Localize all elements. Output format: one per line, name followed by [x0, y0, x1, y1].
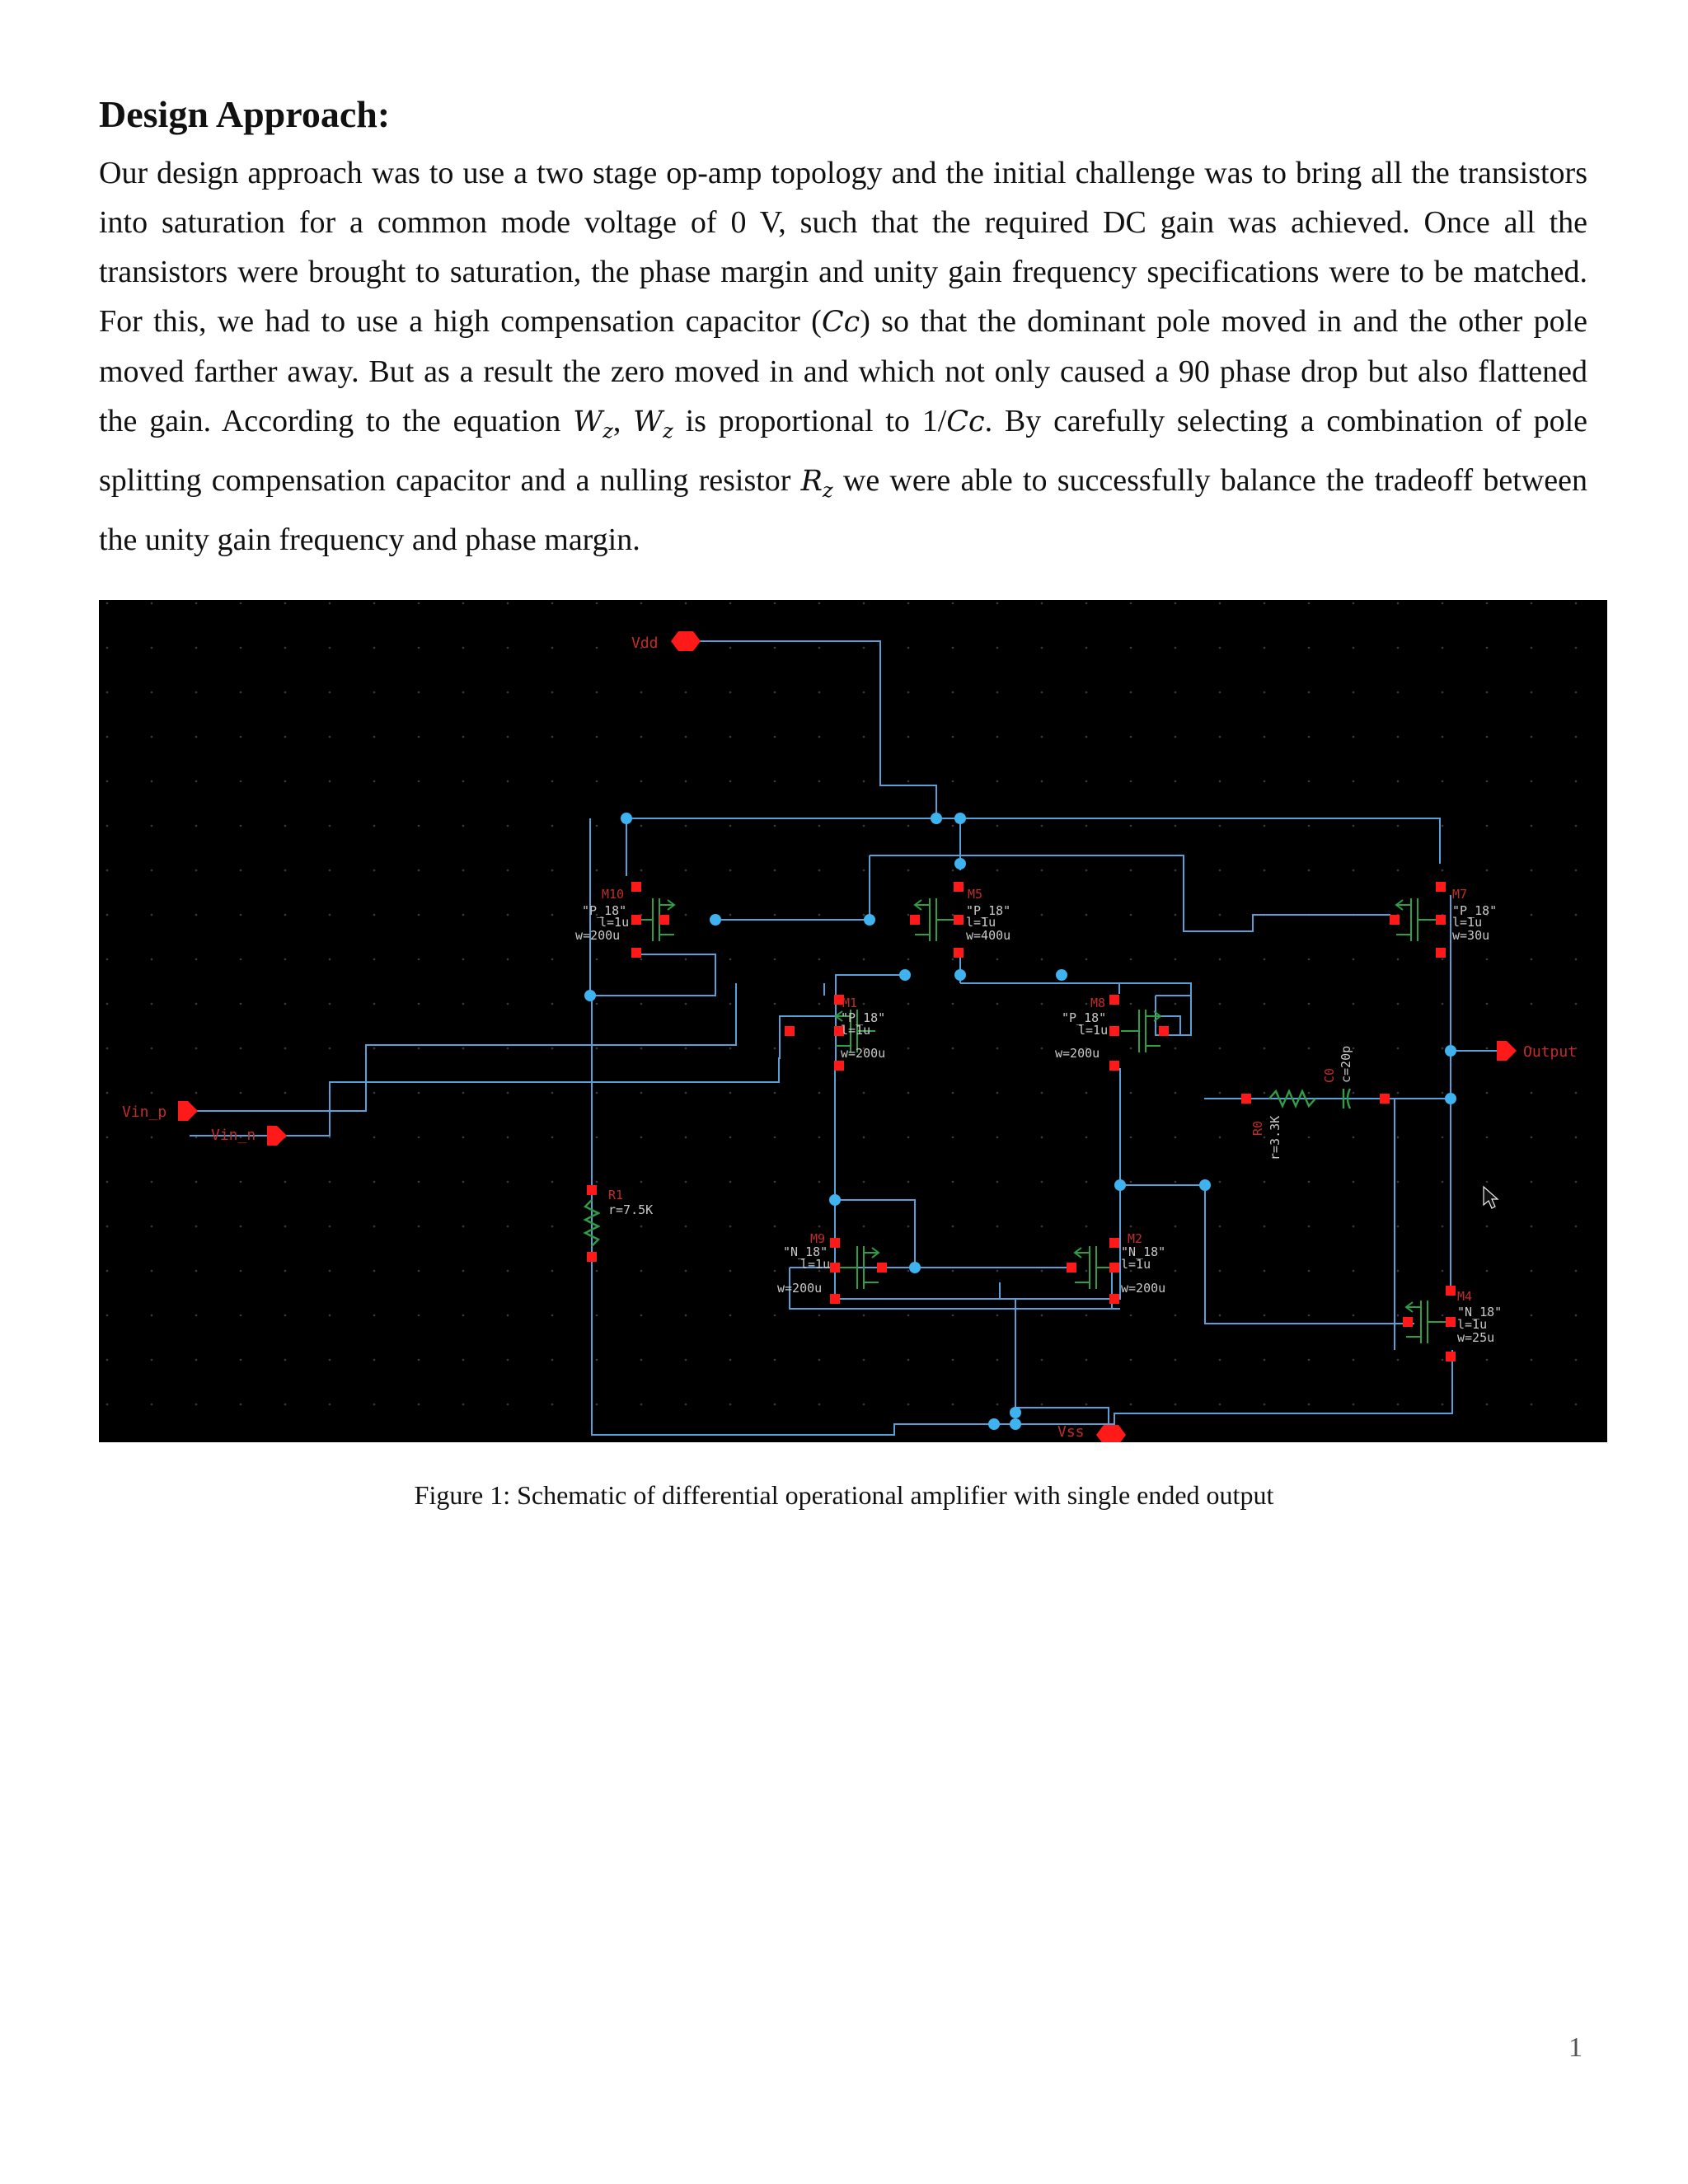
- vin-n-label: Vin_n: [211, 1127, 256, 1144]
- wire-junction: [1010, 1418, 1021, 1430]
- r1-name: R1: [608, 1188, 624, 1202]
- wire-junction: [829, 1194, 841, 1206]
- device-terminal: [1109, 995, 1119, 1005]
- device-terminal: [1436, 882, 1446, 892]
- device-terminal: [631, 948, 641, 958]
- wire-junction: [1114, 1179, 1126, 1191]
- wire-junction: [954, 858, 966, 869]
- device-terminal: [1380, 1094, 1390, 1104]
- vdd-label: Vdd: [631, 635, 659, 652]
- m7-w: w=30u: [1452, 928, 1490, 943]
- m1-w: w=200u: [841, 1046, 886, 1061]
- device-terminal: [834, 1061, 844, 1071]
- c0-name: C0: [1322, 1067, 1337, 1083]
- device-terminal: [631, 915, 641, 925]
- m9-l: l=1u: [800, 1257, 831, 1272]
- m2-l: l=1u: [1121, 1257, 1151, 1272]
- wire-junction: [1445, 1045, 1456, 1057]
- wire-junction: [954, 813, 966, 824]
- m10-model: "P_18": [582, 903, 627, 918]
- m5-w: w=400u: [966, 928, 1011, 943]
- wire-junction: [1445, 1093, 1456, 1104]
- vss-label: Vss: [1057, 1423, 1085, 1441]
- device-terminal: [1109, 1061, 1119, 1071]
- schematic-figure: [99, 600, 1607, 1442]
- c0-value: c=20p: [1339, 1045, 1353, 1083]
- device-terminal: [1446, 1286, 1456, 1296]
- device-terminal: [1109, 1263, 1119, 1272]
- wire-junction: [1199, 1179, 1211, 1191]
- page-number: 1: [1568, 2032, 1582, 2063]
- wire-junction: [864, 914, 875, 926]
- r0-name: R0: [1250, 1120, 1265, 1136]
- vin-p-label: Vin_p: [122, 1104, 167, 1121]
- device-terminal: [830, 1294, 840, 1304]
- m8-model: "P_18": [1062, 1010, 1107, 1025]
- device-terminal: [1403, 1317, 1413, 1327]
- wire-junction: [621, 813, 632, 824]
- m9-w: w=200u: [777, 1281, 823, 1296]
- m2-name: M2: [1128, 1231, 1143, 1246]
- wire-junction: [909, 1262, 921, 1273]
- device-terminal: [954, 882, 964, 892]
- device-terminal: [631, 882, 641, 892]
- device-terminal: [1159, 1026, 1169, 1036]
- paragraph-part: ,: [612, 404, 634, 438]
- wire-junction: [899, 969, 911, 981]
- m5-name: M5: [968, 887, 983, 902]
- m4-l: l=1u: [1457, 1317, 1488, 1332]
- r0-value: r=3.3K: [1268, 1115, 1282, 1160]
- m2-w: w=200u: [1121, 1281, 1166, 1296]
- device-terminal: [877, 1263, 887, 1272]
- m5-l: l=1u: [966, 915, 996, 930]
- m9-name: M9: [810, 1231, 826, 1246]
- wire-junction: [954, 969, 966, 981]
- output-label: Output: [1523, 1043, 1578, 1061]
- m1-l: l=1u: [841, 1023, 871, 1038]
- device-terminal: [659, 915, 669, 925]
- device-terminal: [1109, 1294, 1119, 1304]
- math-cc: Cᴄ: [821, 306, 860, 339]
- wire-junction: [584, 990, 596, 1001]
- m1-model: "P_18": [841, 1010, 886, 1025]
- wire-junction: [988, 1418, 1000, 1430]
- math-cc: Cᴄ: [946, 405, 985, 438]
- math-rz: $R_z$: [800, 465, 833, 502]
- device-terminal: [830, 1238, 840, 1248]
- m8-name: M8: [1090, 996, 1106, 1010]
- paragraph-part: is proportional to 1/: [673, 404, 947, 438]
- m7-name: M7: [1452, 887, 1468, 902]
- device-terminal: [1390, 915, 1400, 925]
- device-terminal: [830, 1263, 840, 1272]
- paragraph-part: Our design approach was to use a two stage op-amp topology and the initial challenge was to bring all the transistors into saturation for a common mode voltage of 0 V, such that the required DC gain was achieved. Once all the transistors were brought to saturation, the phase margin and unity gain frequency specifications were to be matched. For this, we had to use a high compensation capacitor (: [99, 156, 1587, 339]
- m9-model: "N_18": [783, 1244, 828, 1259]
- device-terminal: [785, 1026, 795, 1036]
- paragraph-part: ) so that the dominant pole moved in and the other pole moved farther away. But as a result the zero moved in and which not only caused a 90 phase drop but also flattened the gain. According to the equation: [99, 304, 1587, 438]
- figure-caption: Figure 1: Schematic of differential operational amplifier with single ended output: [414, 1480, 1274, 1510]
- math-wz: $W_z$: [573, 405, 613, 443]
- device-terminal: [1067, 1263, 1076, 1272]
- wire-junction: [931, 813, 942, 824]
- device-terminal: [1436, 915, 1446, 925]
- m4-name: M4: [1457, 1289, 1473, 1304]
- m10-name: M10: [602, 887, 625, 902]
- device-terminal: [1109, 1238, 1119, 1248]
- paragraph-part: . By carefully selecting a combination of pole splitting compensation capacitor and a nulling resistor: [99, 404, 1587, 498]
- device-terminal: [587, 1185, 597, 1195]
- m10-l: l=1u: [599, 915, 630, 930]
- wire-junction: [710, 914, 721, 926]
- device-terminal: [1446, 1352, 1456, 1361]
- device-terminal: [1446, 1317, 1456, 1327]
- wire-junction: [1056, 969, 1067, 981]
- device-terminal: [1436, 948, 1446, 958]
- device-terminal: [1241, 1094, 1251, 1104]
- m8-l: l=1u: [1078, 1023, 1109, 1038]
- device-terminal: [1109, 1026, 1119, 1036]
- m5-model: "P_18": [966, 903, 1011, 918]
- m4-model: "N_18": [1457, 1305, 1503, 1319]
- paragraph-part: we were able to successfully balance the tradeoff between the unity gain frequency and phase margin.: [99, 463, 1587, 557]
- device-terminal: [954, 915, 964, 925]
- section-heading: Design Approach:: [99, 93, 391, 135]
- device-terminal: [910, 915, 920, 925]
- m4-w: w=25u: [1457, 1330, 1495, 1345]
- schematic-canvas: [99, 600, 1607, 1442]
- wire-junction: [1010, 1407, 1021, 1418]
- r1-value: r=7.5K: [608, 1202, 654, 1217]
- device-terminal: [954, 948, 964, 958]
- body-paragraph: [99, 148, 1587, 565]
- m7-model: "P_18": [1452, 903, 1498, 918]
- m8-w: w=200u: [1055, 1046, 1100, 1061]
- math-wz: $W_z$: [633, 405, 673, 443]
- device-terminal: [587, 1252, 597, 1262]
- m1-name: M1: [842, 996, 858, 1010]
- m10-w: w=200u: [575, 928, 621, 943]
- m2-model: "N_18": [1121, 1244, 1166, 1259]
- m7-l: l=1u: [1452, 915, 1483, 930]
